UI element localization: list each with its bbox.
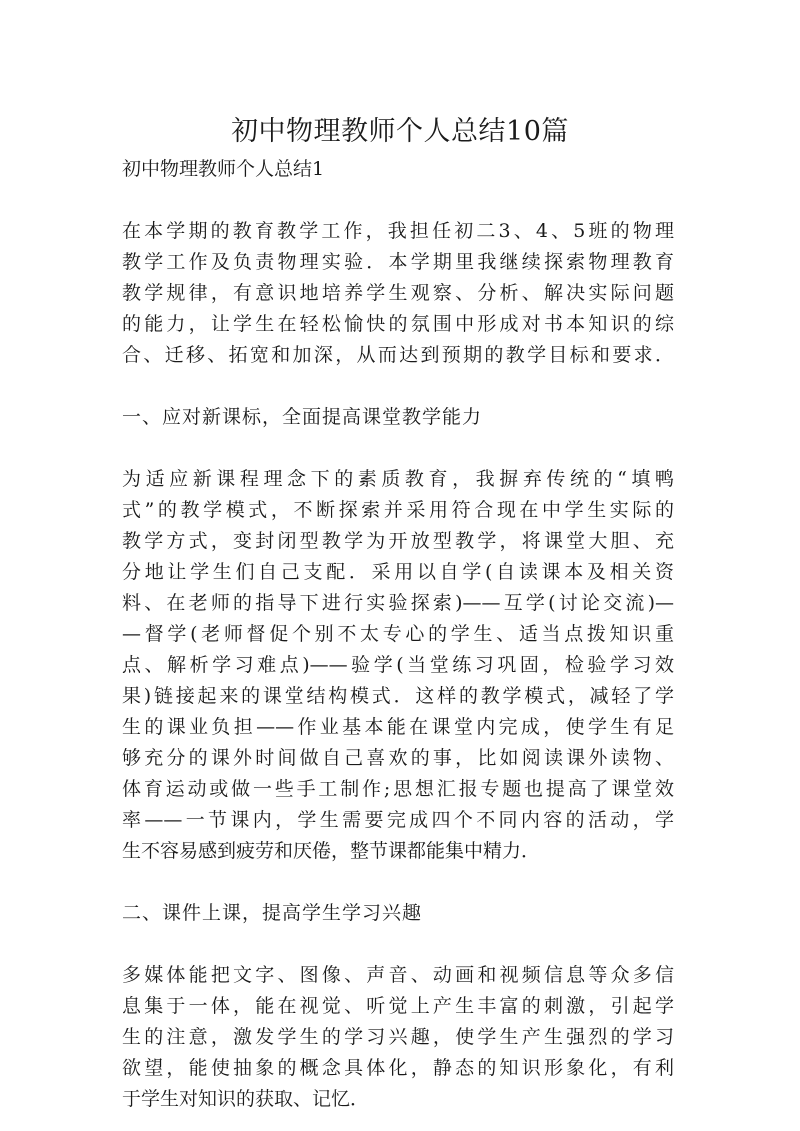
paragraph-line: 果)链接起来的课堂结构模式．这样的教学模式，减轻了学 [122, 685, 674, 707]
blank-line [122, 433, 674, 464]
blank-line [122, 371, 674, 402]
paragraph-line: 欲望，能使抽象的概念具体化，静态的知识形象化，有利 [122, 1057, 674, 1079]
paragraph-line: 的能力，让学生在轻松愉快的氛围中形成对书本知识的综 [122, 313, 674, 335]
section-heading-1: 一、应对新课标，全面提高课堂教学能力 [122, 406, 483, 428]
paragraph-line: —督学(老师督促个别不太专心的学生、适当点拨知识重 [122, 623, 674, 645]
blank-line [122, 185, 674, 216]
paragraph-line: 在本学期的教育教学工作，我担任初二3、4、5班的物理 [122, 220, 674, 242]
paragraph-line: 点、解析学习难点)——验学(当堂练习巩固，检验学习效 [122, 654, 674, 676]
paragraph-3 [122, 960, 674, 1115]
paragraph-1 [122, 216, 674, 371]
paragraph-line: 生不容易感到疲劳和厌倦，整节课都能集中精力． [122, 840, 541, 862]
paragraph-line: 合、迁移、拓宽和加深，从而达到预期的教学目标和要求． [122, 344, 674, 366]
paragraph-line: 生的注意，激发学生的学习兴趣，使学生产生强烈的学习 [122, 1026, 674, 1048]
paragraph-line: 多媒体能把文字、图像、声音、动画和视频信息等众多信 [122, 964, 674, 986]
document-title: 初中物理教师个人总结10篇 [231, 116, 569, 147]
paragraph-line: 教学规律，有意识地培养学生观察、分析、解决实际问题 [122, 282, 674, 304]
section-heading-2: 二、课件上课，提高学生学习兴趣 [122, 902, 423, 924]
paragraph-line: 够充分的课外时间做自己喜欢的事，比如阅读课外读物、 [122, 747, 674, 769]
paragraph-line: 式”的教学模式，不断探索并采用符合现在中学生实际的 [122, 499, 674, 521]
paragraph-line: 体育运动或做一些手工制作;思想汇报专题也提高了课堂效 [122, 778, 674, 800]
paragraph-line: 于学生对知识的获取、记忆． [122, 1088, 370, 1110]
section-subtitle: 初中物理教师个人总结1 [122, 158, 325, 180]
blank-line [122, 929, 674, 960]
paragraph-line: 教学工作及负责物理实验．本学期里我继续探索物理教育 [122, 251, 674, 273]
paragraph-line: 为适应新课程理念下的素质教育，我摒弃传统的“填鸭 [122, 468, 674, 490]
blank-line [122, 867, 674, 898]
paragraph-2 [122, 464, 674, 867]
paragraph-line: 生的课业负担——作业基本能在课堂内完成，使学生有足 [122, 716, 674, 738]
paragraph-line: 料、在老师的指导下进行实验探索)——互学(讨论交流)— [122, 592, 674, 614]
paragraph-line: 率——一节课内，学生需要完成四个不同内容的活动，学 [122, 809, 674, 831]
document-body [122, 154, 674, 1115]
paragraph-line: 分地让学生们自己支配．采用以自学(自读课本及相关资 [122, 561, 674, 583]
paragraph-line: 教学方式，变封闭型教学为开放型教学，将课堂大胆、充 [122, 530, 674, 552]
paragraph-line: 息集于一体，能在视觉、听觉上产生丰富的刺激，引起学 [122, 995, 674, 1017]
